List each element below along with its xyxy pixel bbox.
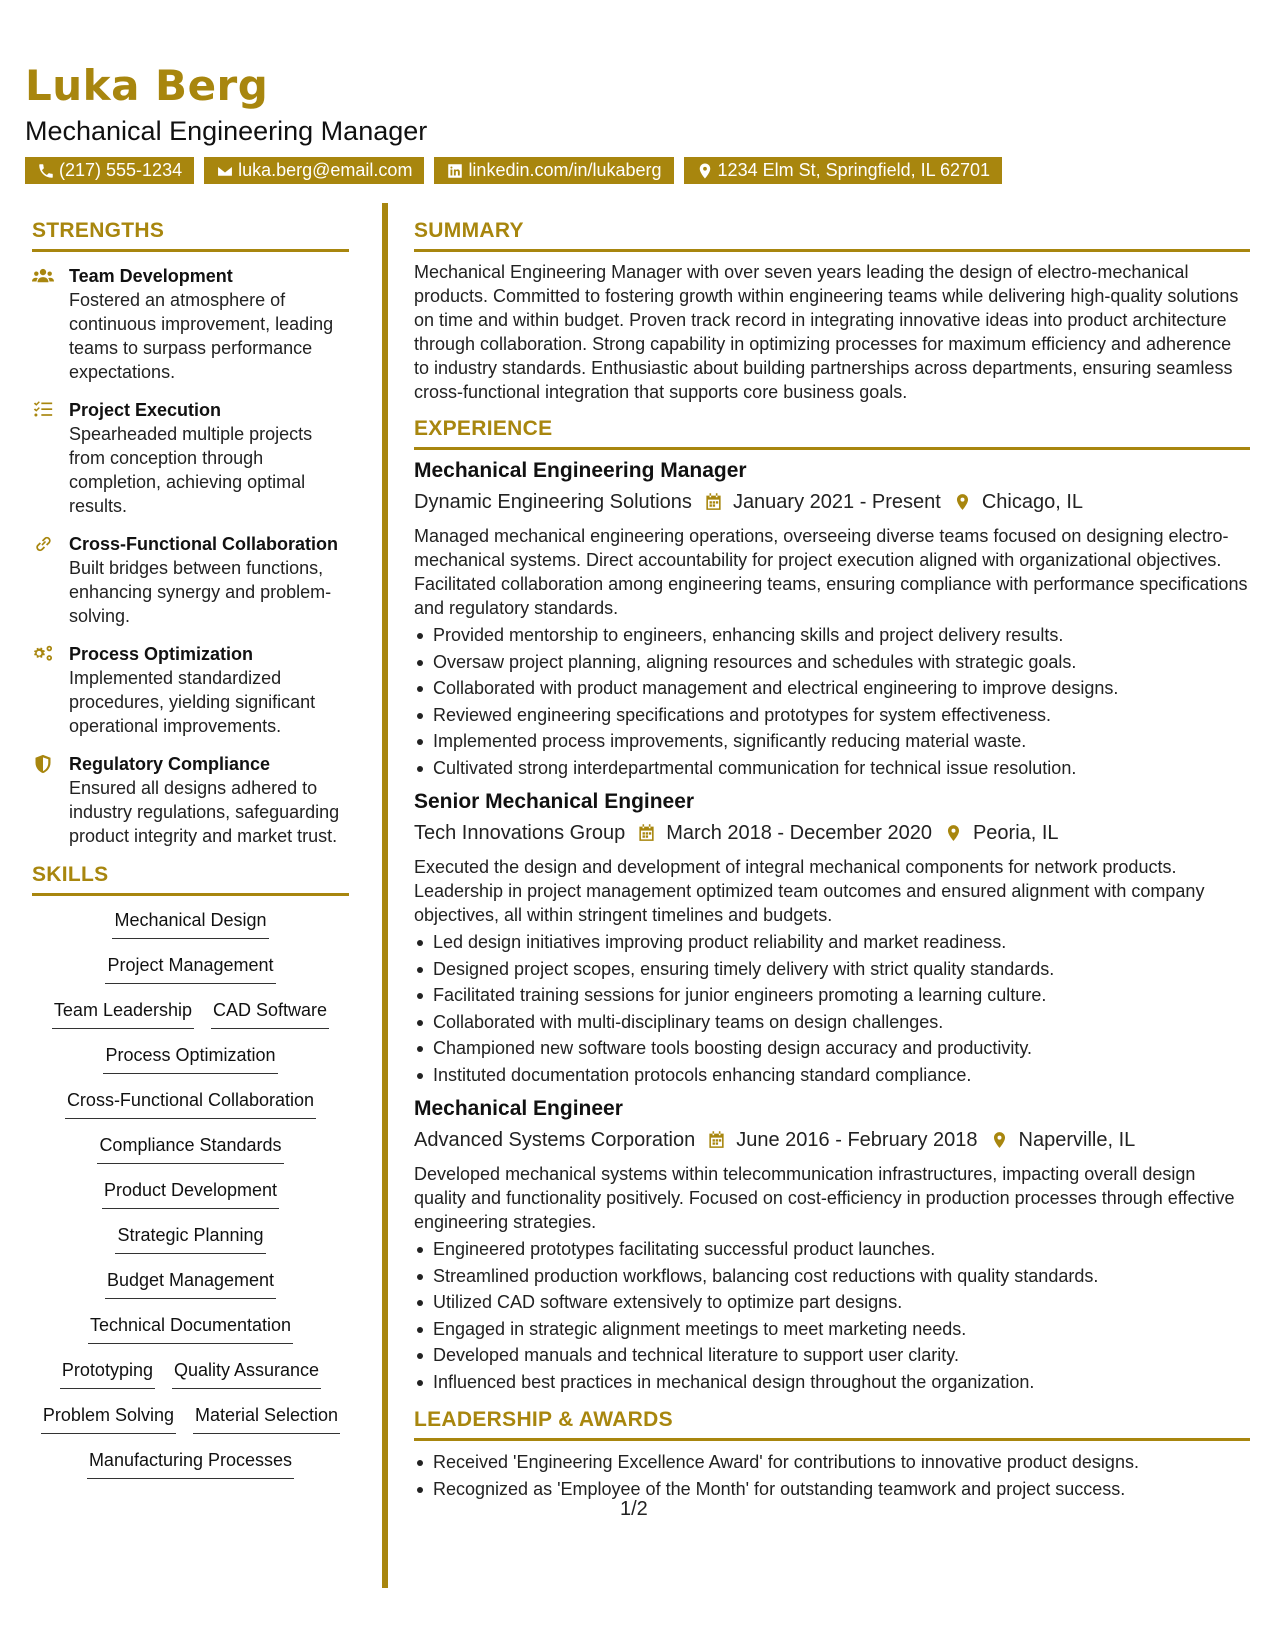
job-location: Naperville, IL bbox=[1018, 1129, 1136, 1151]
contact-bar bbox=[25, 157, 1250, 184]
strength-item bbox=[32, 752, 349, 848]
strength-title: Project Execution bbox=[69, 400, 222, 420]
job-dates: March 2018 - December 2020 bbox=[666, 822, 932, 844]
job-entry bbox=[414, 787, 1250, 1088]
job-meta bbox=[414, 487, 1250, 517]
job-location: Peoria, IL bbox=[972, 822, 1059, 844]
strength-desc: Implemented standardized procedures, yielding significant operational improvements. bbox=[69, 668, 316, 736]
skill-row bbox=[88, 1313, 293, 1358]
contact-address-text: 1234 Elm St, Springfield, IL 62701 bbox=[717, 160, 991, 180]
job-bullet: Cultivated strong interdepartmental communication for technical issue resolution. bbox=[414, 755, 1250, 782]
job-company: Tech Innovations Group bbox=[414, 822, 626, 844]
job-title: Mechanical Engineering Manager bbox=[414, 459, 747, 482]
skill-tag: Process Optimization bbox=[103, 1043, 277, 1074]
job-meta bbox=[414, 1125, 1250, 1155]
award-item: Received 'Engineering Excellence Award' for contributions to innovative product designs. bbox=[414, 1449, 1250, 1476]
linkedin-icon bbox=[446, 162, 464, 180]
gears-icon bbox=[32, 644, 54, 664]
candidate-title: Mechanical Engineering Manager bbox=[25, 116, 428, 146]
contact-phone[interactable] bbox=[25, 157, 194, 184]
job-dates: January 2021 - Present bbox=[732, 491, 941, 513]
list-check-icon bbox=[32, 400, 54, 420]
resume-header bbox=[25, 60, 1250, 184]
job-company: Advanced Systems Corporation bbox=[414, 1129, 696, 1151]
job-bullet: Engineered prototypes facilitating successful product launches. bbox=[414, 1236, 1250, 1263]
strength-item bbox=[32, 532, 349, 628]
strength-title: Team Development bbox=[69, 266, 233, 286]
job-description: Managed mechanical engineering operations, overseeing diverse teams focused on designing electro-mechanical systems. Direct accountability for project execution aligned with organizational objectives. Facilitated collaboration among engineering teams, ensuring compliance with performance specifications and regulatory standards. bbox=[414, 526, 1248, 618]
map-pin-icon bbox=[944, 823, 963, 843]
job-bullet: Engaged in strategic alignment meetings to meet marketing needs. bbox=[414, 1316, 1250, 1343]
map-pin-icon bbox=[953, 492, 972, 512]
strength-desc: Built bridges between functions, enhancing synergy and problem-solving. bbox=[69, 558, 332, 626]
skill-tag: Material Selection bbox=[193, 1403, 340, 1434]
users-icon bbox=[32, 266, 54, 286]
skill-row bbox=[87, 1448, 294, 1493]
summary-heading: SUMMARY bbox=[414, 218, 1250, 252]
skill-row bbox=[41, 1403, 340, 1448]
skill-row bbox=[60, 1358, 321, 1403]
skill-row bbox=[112, 908, 268, 953]
strength-desc: Fostered an atmosphere of continuous improvement, leading teams to surpass performance expectations. bbox=[69, 290, 334, 382]
skill-row bbox=[105, 953, 275, 998]
skill-row bbox=[65, 1088, 316, 1133]
page-number: 1/2 bbox=[620, 1498, 648, 1520]
job-bullet: Influenced best practices in mechanical design throughout the organization. bbox=[414, 1369, 1250, 1396]
calendar-icon bbox=[637, 823, 656, 843]
skills-list bbox=[32, 908, 349, 1493]
job-dates: June 2016 - February 2018 bbox=[736, 1129, 978, 1151]
phone-icon bbox=[37, 162, 55, 180]
skill-tag: Prototyping bbox=[60, 1358, 155, 1389]
skill-row bbox=[115, 1223, 265, 1268]
shield-icon bbox=[32, 754, 54, 774]
link-icon bbox=[32, 534, 54, 554]
skill-tag: Cross-Functional Collaboration bbox=[65, 1088, 316, 1119]
calendar-icon bbox=[704, 492, 723, 512]
award-item: Recognized as 'Employee of the Month' for outstanding teamwork and project success. bbox=[414, 1476, 1250, 1503]
map-pin-icon bbox=[696, 162, 714, 180]
column-divider bbox=[382, 203, 388, 1588]
skill-tag: Quality Assurance bbox=[172, 1358, 321, 1389]
job-bullet: Designed project scopes, ensuring timely delivery with strict quality standards. bbox=[414, 956, 1250, 983]
skill-tag: Problem Solving bbox=[41, 1403, 176, 1434]
job-bullet: Implemented process improvements, significantly reducing material waste. bbox=[414, 728, 1250, 755]
job-meta bbox=[414, 818, 1250, 848]
skills-heading: SKILLS bbox=[32, 862, 349, 896]
strengths-heading: STRENGTHS bbox=[32, 218, 349, 252]
job-bullet: Oversaw project planning, aligning resources and schedules with strategic goals. bbox=[414, 649, 1250, 676]
job-bullets bbox=[414, 1236, 1250, 1395]
contact-email[interactable] bbox=[204, 157, 424, 184]
job-bullets bbox=[414, 929, 1250, 1088]
contact-email-text: luka.berg@email.com bbox=[238, 160, 413, 180]
skill-tag: Strategic Planning bbox=[115, 1223, 265, 1254]
job-location: Chicago, IL bbox=[981, 491, 1084, 513]
job-description: Developed mechanical systems within telecommunication infrastructures, impacting overall design quality and functionality positively. Focused on cost-efficiency in production processes through effective engineering strategies. bbox=[414, 1164, 1235, 1232]
strength-item bbox=[32, 264, 349, 384]
right-column bbox=[414, 218, 1250, 1502]
job-title: Mechanical Engineer bbox=[414, 1097, 623, 1120]
skill-row bbox=[102, 1178, 279, 1223]
skill-tag: Manufacturing Processes bbox=[87, 1448, 294, 1479]
summary-text: Mechanical Engineering Manager with over seven years leading the design of electro-mechanical products. Committed to fostering growth within engineering teams while delivering high-quality solutions on time and within budget. Proven track record in integrating innovative ideas into product architecture through collaboration. Strong capability in optimizing processes for maximum efficiency and adherence to industry standards. Enthusiastic about building partnerships across departments, ensuring seamless cross-functional integration that supports core business goals. bbox=[414, 262, 1239, 402]
job-entry bbox=[414, 1094, 1250, 1395]
skill-row bbox=[105, 1268, 276, 1313]
job-bullets bbox=[414, 622, 1250, 781]
job-bullet: Instituted documentation protocols enhancing standard compliance. bbox=[414, 1062, 1250, 1089]
envelope-icon bbox=[216, 162, 234, 180]
contact-address[interactable] bbox=[684, 157, 1003, 184]
skill-tag: CAD Software bbox=[211, 998, 329, 1029]
strength-item bbox=[32, 398, 349, 518]
job-bullet: Provided mentorship to engineers, enhancing skills and project delivery results. bbox=[414, 622, 1250, 649]
contact-linkedin[interactable] bbox=[434, 157, 673, 184]
skill-row bbox=[52, 998, 329, 1043]
job-bullet: Developed manuals and technical literature to support user clarity. bbox=[414, 1342, 1250, 1369]
skill-tag: Budget Management bbox=[105, 1268, 276, 1299]
map-pin-icon bbox=[990, 1130, 1009, 1150]
skill-tag: Team Leadership bbox=[52, 998, 194, 1029]
job-description: Executed the design and development of integral mechanical components for network products. Leadership in project management optimized team outcomes and ensured alignment with company objectives, all within stringent timelines and budgets. bbox=[414, 857, 1205, 925]
strength-title: Regulatory Compliance bbox=[69, 754, 271, 774]
skill-tag: Product Development bbox=[102, 1178, 279, 1209]
strength-desc: Ensured all designs adhered to industry regulations, safeguarding product integrity and market trust. bbox=[69, 778, 340, 846]
leadership-heading: LEADERSHIP & AWARDS bbox=[414, 1407, 1250, 1441]
job-bullet: Championed new software tools boosting design accuracy and productivity. bbox=[414, 1035, 1250, 1062]
job-bullet: Led design initiatives improving product reliability and market readiness. bbox=[414, 929, 1250, 956]
experience-heading: EXPERIENCE bbox=[414, 416, 1250, 450]
job-bullet: Collaborated with multi-disciplinary teams on design challenges. bbox=[414, 1009, 1250, 1036]
strength-item bbox=[32, 642, 349, 738]
skill-tag: Compliance Standards bbox=[97, 1133, 283, 1164]
skill-tag: Technical Documentation bbox=[88, 1313, 293, 1344]
job-title: Senior Mechanical Engineer bbox=[414, 790, 695, 813]
calendar-icon bbox=[707, 1130, 726, 1150]
contact-linkedin-text: linkedin.com/in/lukaberg bbox=[468, 160, 662, 180]
contact-phone-text: (217) 555-1234 bbox=[59, 160, 183, 180]
skill-tag: Project Management bbox=[105, 953, 275, 984]
strength-title: Cross-Functional Collaboration bbox=[69, 534, 339, 554]
strength-desc: Spearheaded multiple projects from conception through completion, achieving optimal results. bbox=[69, 424, 313, 516]
job-bullet: Collaborated with product management and electrical engineering to improve designs. bbox=[414, 675, 1250, 702]
skill-row bbox=[103, 1043, 277, 1088]
job-bullet: Utilized CAD software extensively to optimize part designs. bbox=[414, 1289, 1250, 1316]
leadership-list bbox=[414, 1449, 1250, 1502]
job-entry bbox=[414, 456, 1250, 781]
job-bullet: Streamlined production workflows, balancing cost reductions with quality standards. bbox=[414, 1263, 1250, 1290]
job-bullet: Reviewed engineering specifications and prototypes for system effectiveness. bbox=[414, 702, 1250, 729]
left-column bbox=[32, 218, 349, 1493]
strength-title: Process Optimization bbox=[69, 644, 254, 664]
candidate-name: Luka Berg bbox=[25, 61, 269, 110]
job-company: Dynamic Engineering Solutions bbox=[414, 491, 692, 513]
job-bullet: Facilitated training sessions for junior engineers promoting a learning culture. bbox=[414, 982, 1250, 1009]
skill-row bbox=[97, 1133, 283, 1178]
skill-tag: Mechanical Design bbox=[112, 908, 268, 939]
strengths-list bbox=[32, 264, 349, 848]
